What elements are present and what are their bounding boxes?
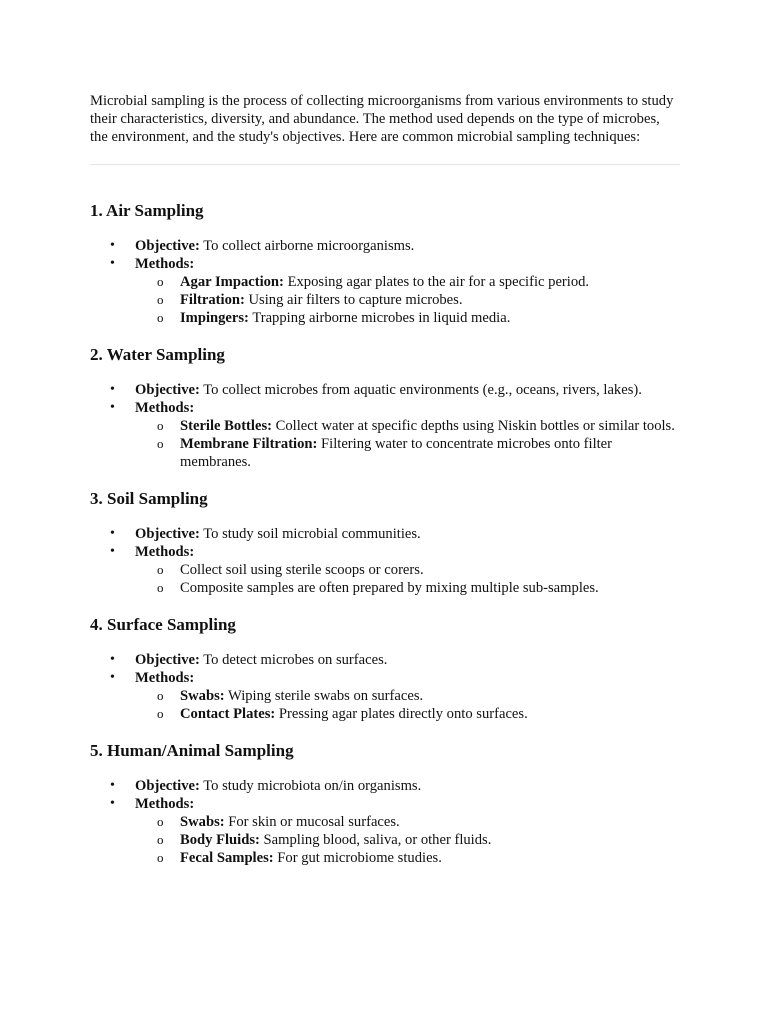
method-text: Pressing agar plates directly onto surfaces. [278,706,528,722]
method-term: Body Fluids: [180,832,260,848]
section-heading: 1. Air Sampling [90,201,204,220]
method-text: Trapping airborne microbes in liquid media. [252,310,511,326]
circle-bullet-icon: o [157,706,164,721]
bullet-icon: • [110,238,115,253]
objective-label: Objective: [135,526,200,542]
circle-bullet-icon: o [157,814,164,829]
circle-bullet-icon: o [157,580,164,595]
circle-bullet-icon: o [157,850,164,865]
method-text: Collect water at specific depths using Niskin bottles or similar tools. [275,418,675,434]
list-item-objective [90,651,680,669]
objective-label: Objective: [135,652,200,668]
method-item [135,579,680,597]
method-item [135,435,680,471]
objective-label: Objective: [135,238,200,254]
method-term: Membrane Filtration: [180,436,318,452]
method-text: Using air filters to capture microbes. [248,292,463,308]
list-item-methods [90,543,680,597]
method-term: Filtration: [180,292,245,308]
bullet-icon: • [110,544,115,559]
objective-text: To study microbiota on/in organisms. [203,778,422,794]
list-item-methods [90,255,680,327]
objective-label: Objective: [135,382,200,398]
methods-list [135,417,680,471]
objective-label: Objective: [135,778,200,794]
section-list [90,381,680,471]
method-term: Swabs: [180,814,225,830]
section-heading: 2. Water Sampling [90,345,225,364]
circle-bullet-icon: o [157,562,164,577]
method-text: Wiping sterile swabs on surfaces. [228,688,424,704]
circle-bullet-icon: o [157,310,164,325]
section-list [90,237,680,327]
method-item [135,831,680,849]
method-item [135,561,680,579]
section-heading: 5. Human/Animal Sampling [90,741,294,760]
circle-bullet-icon: o [157,436,164,451]
method-term: Impingers: [180,310,249,326]
section-list [90,525,680,597]
method-text: Collect soil using sterile scoops or corers. [180,562,424,578]
list-item-methods [90,795,680,867]
bullet-icon: • [110,652,115,667]
methods-list [135,813,680,867]
list-item-methods [90,399,680,471]
circle-bullet-icon: o [157,832,164,847]
method-item [135,687,680,705]
section-list [90,777,680,867]
methods-list [135,687,680,723]
circle-bullet-icon: o [157,688,164,703]
objective-text: To study soil microbial communities. [203,526,421,542]
bullet-icon: • [110,796,115,811]
horizontal-divider [90,164,680,165]
section-heading: 3. Soil Sampling [90,489,208,508]
method-term: Contact Plates: [180,706,276,722]
section-surface-sampling [90,614,680,723]
section-water-sampling [90,344,680,471]
list-item-objective [90,237,680,255]
method-term: Swabs: [180,688,225,704]
list-item-objective [90,525,680,543]
bullet-icon: • [110,382,115,397]
methods-label: Methods: [135,544,195,560]
list-item-objective [90,777,680,795]
methods-list [135,273,680,327]
method-item [135,309,680,327]
bullet-icon: • [110,670,115,685]
methods-label: Methods: [135,400,195,416]
method-text: Filtering water to concentrate microbes onto filter membranes. [180,436,613,470]
document-page [90,92,680,867]
method-item [135,813,680,831]
bullet-icon: • [110,526,115,541]
method-text: Composite samples are often prepared by mixing multiple sub-samples. [180,580,599,596]
methods-label: Methods: [135,670,195,686]
list-item-objective [90,381,680,399]
method-text: Sampling blood, saliva, or other fluids. [263,832,492,848]
methods-label: Methods: [135,796,195,812]
method-term: Agar Impaction: [180,274,284,290]
objective-text: To collect microbes from aquatic environments (e.g., oceans, rivers, lakes). [203,382,642,398]
bullet-icon: • [110,778,115,793]
circle-bullet-icon: o [157,418,164,433]
section-human-animal-sampling [90,740,680,867]
section-soil-sampling [90,488,680,597]
method-term: Fecal Samples: [180,850,274,866]
method-term: Sterile Bottles: [180,418,272,434]
section-list [90,651,680,723]
method-text: For gut microbiome studies. [277,850,442,866]
method-item [135,291,680,309]
method-item [135,705,680,723]
intro-paragraph: Microbial sampling is the process of collecting microorganisms from various environments to study their characteristics, diversity, and abundance. The method used depends on the type of microbes, the environment, and the study's objectives. Here are common microbial sampling techniques: [90,93,674,145]
method-item [135,273,680,291]
method-text: Exposing agar plates to the air for a specific period. [287,274,590,290]
objective-text: To collect airborne microorganisms. [203,238,415,254]
method-item [135,417,680,435]
section-heading: 4. Surface Sampling [90,615,236,634]
bullet-icon: • [110,400,115,415]
list-item-methods [90,669,680,723]
section-air-sampling [90,200,680,327]
method-text: For skin or mucosal surfaces. [228,814,400,830]
methods-list [135,561,680,597]
methods-label: Methods: [135,256,195,272]
method-item [135,849,680,867]
circle-bullet-icon: o [157,292,164,307]
objective-text: To detect microbes on surfaces. [203,652,388,668]
circle-bullet-icon: o [157,274,164,289]
bullet-icon: • [110,256,115,271]
